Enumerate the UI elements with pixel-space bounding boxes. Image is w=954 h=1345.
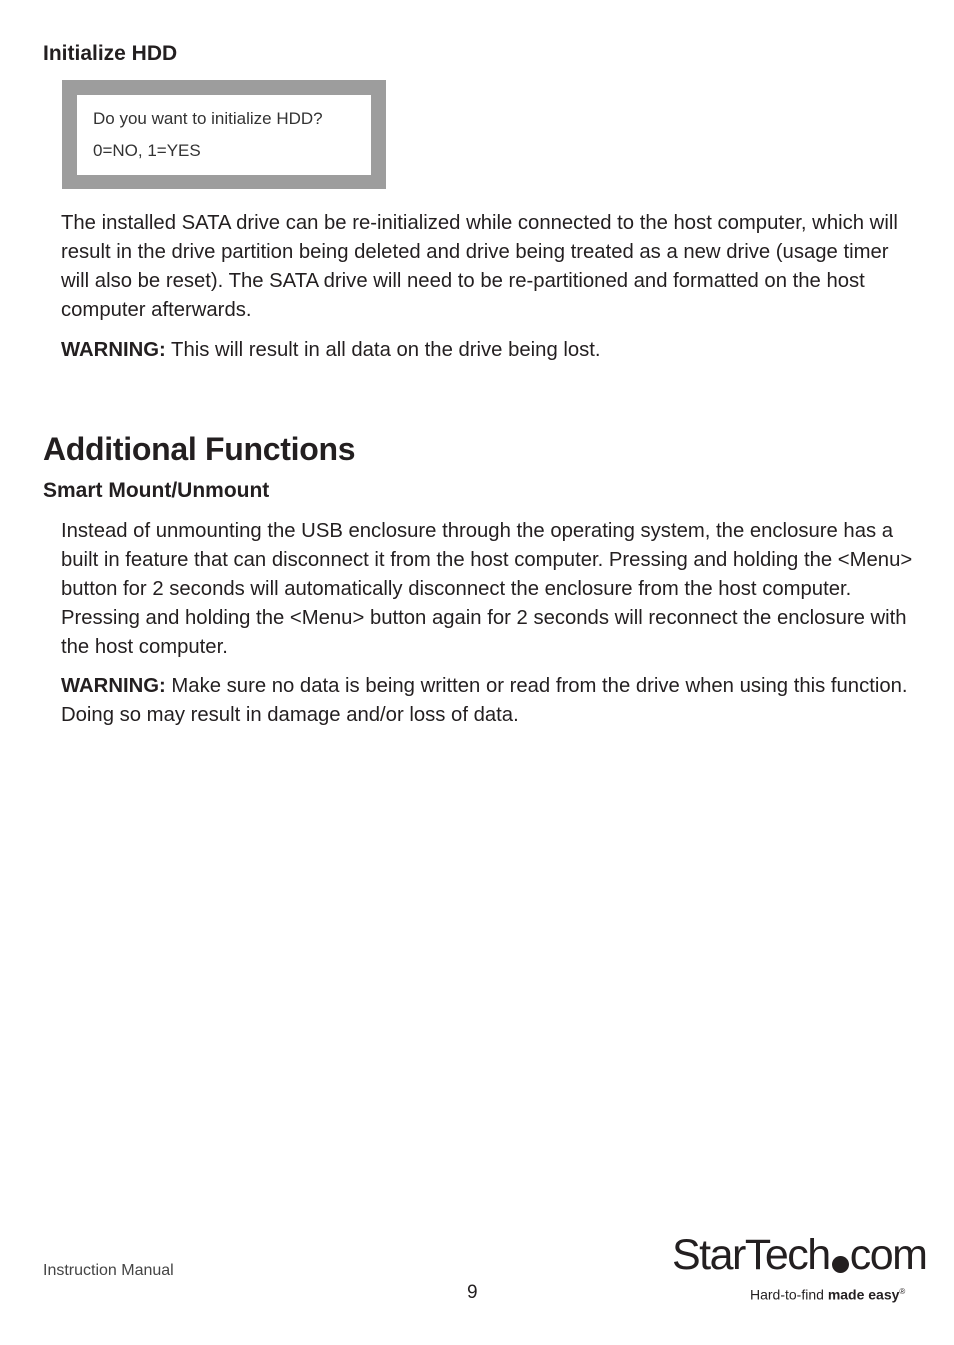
warning-label: WARNING:	[61, 339, 166, 361]
warning-text: Make sure no data is being written or read from the drive when using this function. Doing so may result in damage and/or loss of data.	[61, 675, 908, 726]
smart-mount-heading: Smart Mount/Unmount	[43, 479, 270, 502]
additional-functions-heading: Additional Functions	[43, 431, 356, 467]
lcd-line-1: Do you want to initialize HDD?	[93, 109, 323, 128]
footer-doc-label: Instruction Manual	[43, 1262, 174, 1279]
tagline-bold: made easy	[827, 1286, 900, 1303]
lcd-screen	[77, 95, 371, 175]
initialize-warning	[61, 336, 921, 365]
tagline-plain: Hard-to-find	[750, 1286, 828, 1303]
startech-logo	[672, 1230, 927, 1305]
logo-brand-right: com	[849, 1231, 927, 1279]
lcd-line-2: 0=NO, 1=YES	[93, 141, 201, 160]
logo-brand-left: StarTech	[672, 1231, 830, 1279]
smart-mount-description: Instead of unmounting the USB enclosure through the operating system, the enclosure has a built in feature that can disconnect it from the host computer. Pressing and holding the <Menu> button for 2 seconds will automatically disconnect the enclosure from the host computer. Pressing and holding the <Menu> button again for 2 seconds will reconnect the enclosure with the host computer.	[61, 520, 913, 658]
registered-mark: ®	[899, 1287, 906, 1296]
page-number: 9	[467, 1282, 478, 1303]
warning-label: WARNING:	[61, 675, 166, 697]
logo-tagline	[750, 1283, 905, 1304]
logo-dot-icon	[832, 1256, 849, 1273]
initialize-hdd-heading: Initialize HDD	[43, 42, 178, 65]
logo-wordmark	[672, 1230, 926, 1280]
initialize-description: The installed SATA drive can be re-initialized while connected to the host computer, which will result in the drive partition being deleted and drive being treated as a new drive (usage timer will also be reset). The SATA drive will need to be re-partitioned and formatted on the host computer afterwards.	[61, 212, 898, 321]
warning-text: This will result in all data on the drive being lost.	[165, 339, 601, 361]
smart-mount-warning	[61, 672, 921, 730]
lcd-display-figure	[62, 80, 386, 189]
